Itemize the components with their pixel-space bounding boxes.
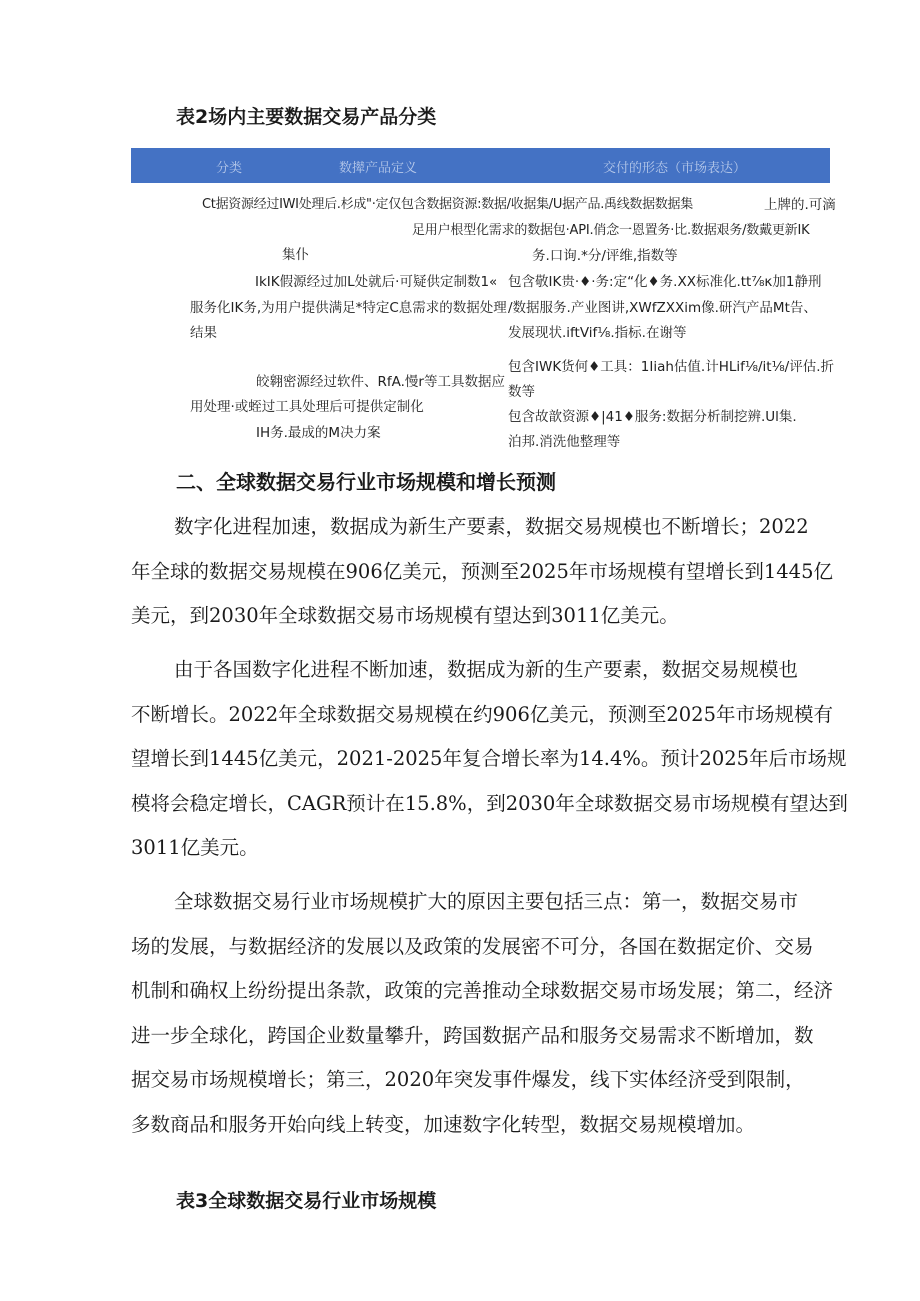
table2-caption: 表2场内主要数据交易产品分类 [176,106,437,128]
paragraph-line: 不断增长。2022年全球数据交易规模在约906亿美元，预测至2025年市场规模有 [131,702,833,726]
paragraph-2 [131,648,848,871]
header-delivery-form: 交付的形态（市场表达） [603,161,747,176]
row1-right-line2: 足用户根型化需求的数据包·API.俏念一恩置务·比.数据艰务/数戴更新IK [412,223,810,238]
row1-right-line3: 务.口询.*分/评维,指数等 [532,248,678,264]
row3-right-line1: 包含IWK货何♦工具：1Iiah估值.计HLif⅛/it⅛/评估.折 [508,359,835,375]
paragraph-line: 3011亿美元。 [131,836,259,859]
header-category: 分类 [216,161,243,176]
paragraph-line: 进一步全球化，跨国企业数量攀升，跨国数据产品和服务交易需求不断增加，数 [131,1023,814,1047]
row2-left-line3: 结果 [190,325,217,341]
paragraph-1 [131,505,831,639]
paragraph-line: 机制和确权上纷纷提出条款，政策的完善推动全球数据交易市场发展；第二，经济 [131,979,834,1002]
row2-left-line2: 服务化IK务,为用户提供满足*特定C息需求的数据处理 [190,300,507,316]
row3-right-line2: 数等 [508,384,535,400]
paragraph-line: 据交易市场规模增长；第三，2020年突发事件爆发，线下实体经济受到限制， [131,1068,805,1091]
paragraph-line: 年全球的数据交易规模在906亿美元，预测至2025年市场规模有望增长到1445亿 [131,559,833,583]
row3-left-line3: IH务.最成的M决力案 [256,425,381,441]
paragraph-line: 全球数据交易行业市场规模扩大的原因主要包括三点：第一，数据交易市 [174,890,799,913]
row1-left-line2: 集仆 [282,247,309,263]
header-definition: 数撵产品定义 [339,161,418,176]
row1-left-line1: Ct据资源经过IWI处理后.杉成"·定仅包含数据资源:数据/收据集/U据产品.禹线数据数据集 [202,197,693,212]
paragraph-line: 由于各国数字化进程不断加速，数据成为新的生产要素，数据交易规模也 [174,658,799,681]
row3-left-line2: 用处理·或蛭过工具处理后可提供定制化 [190,399,424,415]
paragraph-line: 美元，到2030年全球数据交易市场规模有望达到3011亿美元。 [131,604,679,627]
row1-right-line1: 上牌的.可滴 [764,197,836,213]
table2-header [131,148,830,183]
row3-left-line1: 皎翱密源经过软件、RfA.慢r等工具数据应 [256,374,505,390]
section-heading: 二、全球数据交易行业市场规模和增长预测 [176,470,556,494]
table3-caption: 表3全球数据交易行业市场规模 [176,1190,437,1212]
paragraph-3 [131,880,834,1147]
row3-right-line3: 包含故歆资源♦|41♦服务:数据分析制挖辨.Ul集. [508,409,797,425]
row2-right-line3: 发展现状.iftVif⅛.指标.在谢等 [508,325,687,341]
row2-right-line2: /数据服务.产业图讲,XWfZXXim像.研汽产品Mt告、 [508,300,817,316]
paragraph-line: 多数商品和服务开始向线上转变，加速数字化转型，数据交易规模增加。 [131,1112,756,1136]
row3-right-line4: 泊邦.消洗他整理等 [508,434,621,450]
row2-left-line1: IkIK假源经过加L处就后·可疑供定制数1« [255,274,498,290]
paragraph-line: 望增长到1445亿美元，2021-2025年复合增长率为14.4%。预计2025年后市场规 [131,747,847,770]
paragraph-line: 场的发展，与数据经济的发展以及政策的发展密不可分，各国在数据定价、交易 [131,934,814,958]
row2-right-line1: 包含敬IK贵·♦·务:定“化♦务.XX标准化.tt⅞κ加1静刑 [508,274,822,290]
paragraph-line: 数字化进程加速，数据成为新生产要素，数据交易规模也不断增长；2022 [174,515,809,538]
paragraph-line: 模将会稳定增长，CAGR预计在15.8%，到2030年全球数据交易市场规模有望达到 [131,791,848,815]
